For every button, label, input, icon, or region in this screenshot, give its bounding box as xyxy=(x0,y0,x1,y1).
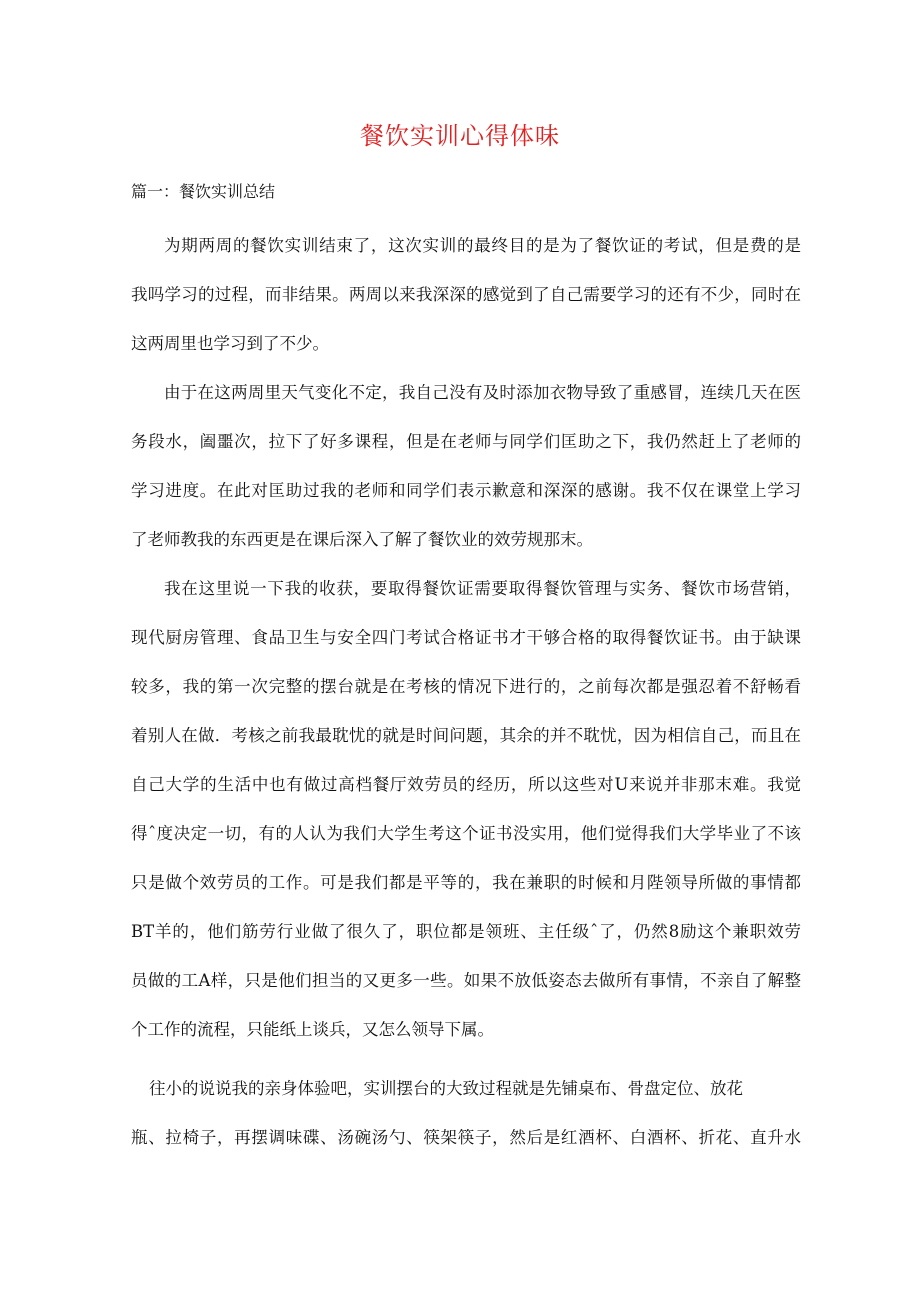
paragraph-line: BT羊的，他们筋劳行业做了很久了，职位都是领班、主任级ˆ了，仍然8励这个兼职效劳 xyxy=(131,922,801,941)
paragraph-line: 员做的工A样，只是他们担当的又更多一些。如果不放低姿态去做所有事情，不亲自了解整 xyxy=(131,971,801,990)
paragraph-line: 我吗学习的过程，而非结果。两周以来我深深的感觉到了自己需要学习的还有不少，同时在 xyxy=(131,285,801,304)
paragraph-line: 我在这里说一下我的收获，要取得餐饮证需要取得餐饮管理与实务、餐饮市场营销， xyxy=(164,579,801,598)
paragraph-line: 自己大学的生活中也有做过高档餐厅效劳员的经历，所以这些对U来说并非那末难。我觉 xyxy=(131,775,801,794)
paragraph-line: 较多，我的第一次完整的摆台就是在考核的情况下进行的，之前每次都是强忍着不舒畅看 xyxy=(131,677,801,696)
paragraph-line: 务段水，阖噩次，拉下了好多课程，但是在老师与同学们匡助之下，我仍然赶上了老师的 xyxy=(131,432,801,451)
paragraph-line: 只是做个效劳员的工作。可是我们都是平等的，我在兼职的时候和月陛领导所做的事情都 xyxy=(131,873,801,892)
paragraph-line: 现代厨房管理、食品卫生与安全四门考试合格证书才干够合格的取得餐饮证书。由于缺课 xyxy=(131,628,801,647)
paragraph-line: 得ˆ度决定一切，有的人认为我们大学生考这个证书没实用，他们觉得我们大学毕业了不该 xyxy=(131,824,801,843)
paragraph-line: 这两周里也学习到了不少。 xyxy=(131,334,329,353)
paragraph-line: 学习进度。在此对匡助过我的老师和同学们表示歉意和深深的感谢。我不仅在课堂上学习 xyxy=(131,481,801,500)
paragraph-line: 由于在这两周里天气变化不定，我自己没有及时添加衣物导致了重感冒，连续几天在医 xyxy=(164,383,801,402)
paragraph-line: 往小的说说我的亲身体验吧，实训摆台的大致过程就是先铺桌布、骨盘定位、放花 xyxy=(149,1079,743,1098)
paragraph-line: 了老师教我的东西更是在课后深入了解了餐饮业的效劳规那末。 xyxy=(131,530,593,549)
paragraph-line: 个工作的流程，只能纸上谈兵，又怎么领导下属。 xyxy=(131,1020,494,1039)
section-heading: 篇一：餐饮实训总结 xyxy=(131,182,276,201)
paragraph-line: 瓶、拉椅子，再摆调味碟、汤碗汤勺、筷架筷子，然后是红酒杯、白酒杯、折花、直升水 xyxy=(131,1128,801,1147)
paragraph-line: 为期两周的餐饮实训结束了，这次实训的最终目的是为了餐饮证的考试，但是费的是 xyxy=(164,236,801,255)
paragraph-line: 着别人在做．考核之前我最耽忧的就是时间问题，其余的并不耽忧，因为相信自己，而且在 xyxy=(131,726,801,745)
page-title: 餐饮实训心得体味 xyxy=(360,122,560,150)
